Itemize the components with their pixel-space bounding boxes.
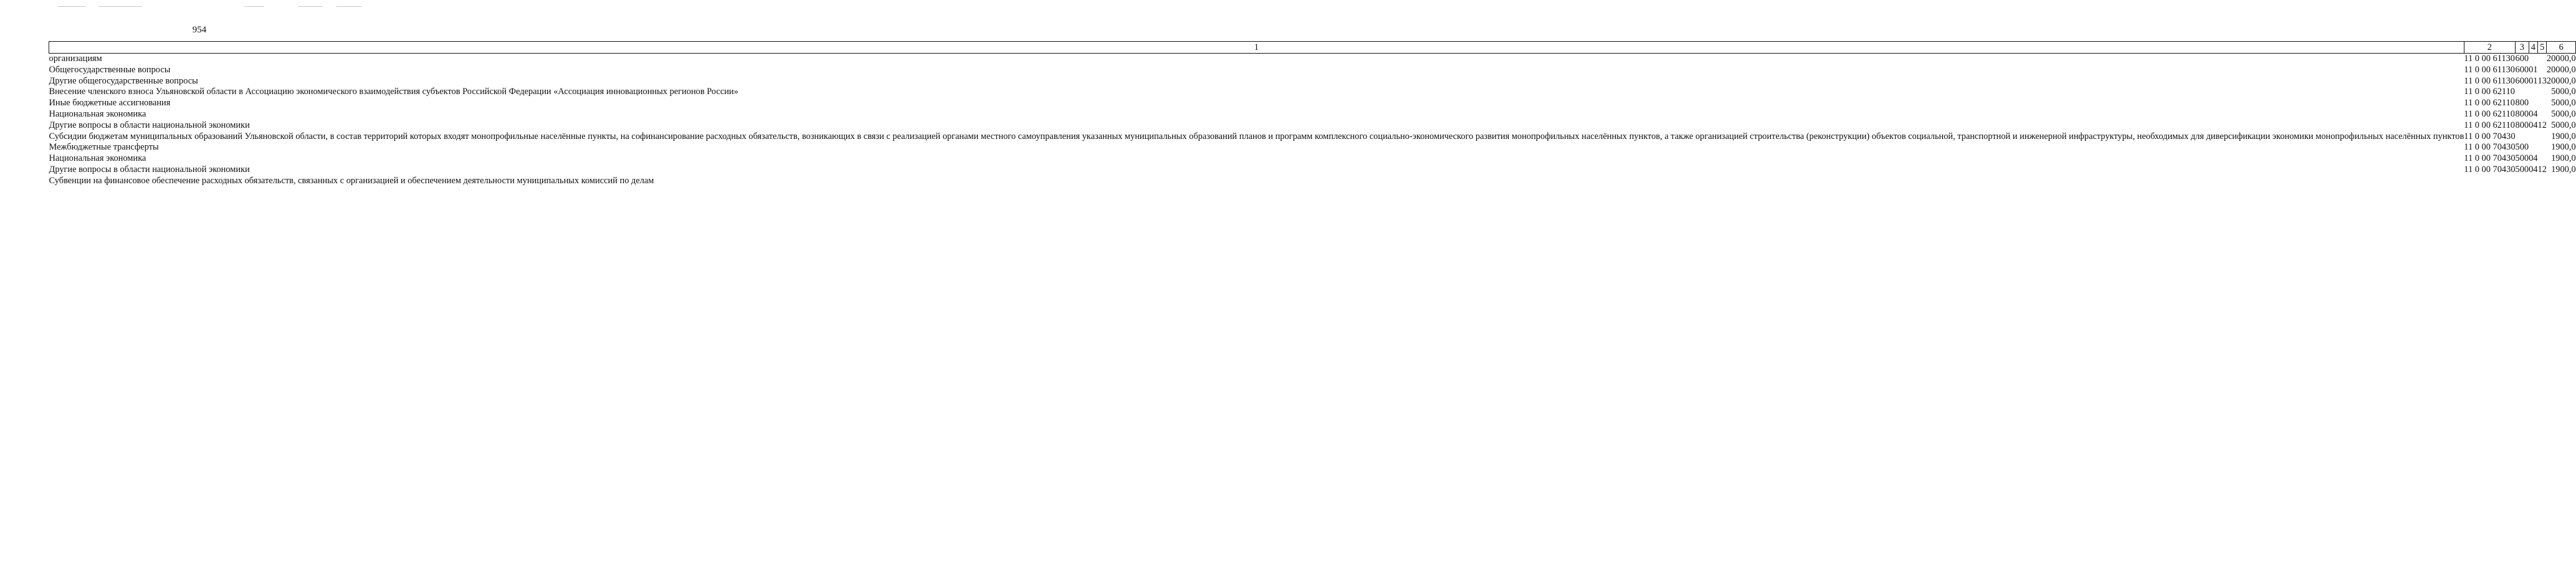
row-subsection-code: 12 [2537,164,2547,174]
row-amount: 5000,0 [2551,87,2576,97]
table-row [49,176,2576,187]
row-code: 11 0 00 61130 [2464,54,2515,64]
row-subsection-code [2538,142,2547,153]
row-section-code: 01 [2529,75,2538,86]
row-subsection-code [2538,87,2547,98]
row-name: Национальная экономика [49,153,146,164]
row-code [2464,176,2515,187]
row-code: 11 0 00 70430 [2464,131,2516,141]
row-amount [2547,176,2576,187]
row-amount: 1900,0 [2551,142,2576,153]
row-amount: 20000,0 [2546,54,2576,64]
row-amount: 1900,0 [2551,131,2576,141]
row-group-code [2516,176,2529,187]
table-row [49,76,2576,87]
row-name: Другие общегосударственные вопросы [49,75,198,86]
row-group-code: 500 [2515,142,2529,153]
row-subsection-code [2538,153,2547,165]
row-group-code: 600 [2515,64,2529,75]
row-code: 11 0 00 62110 [2464,87,2515,97]
row-code: 11 0 00 70430 [2464,142,2516,153]
row-code: 11 0 00 62110 [2464,98,2515,108]
row-name: Иные бюджетные ассигнования [49,98,171,108]
row-amount: 1900,0 [2551,164,2576,174]
table-row [49,65,2576,76]
row-subsection-code [2538,65,2547,76]
page-number: 954 [192,25,207,35]
row-name: Другие вопросы в области национальной экономики [49,120,250,130]
table-row [49,131,2576,143]
row-name: организациям [49,54,102,64]
table-row [49,87,2576,98]
row-name: Другие вопросы в области национальной экономики [49,164,250,174]
table-header-row [49,42,2576,54]
row-code: 11 0 00 70430 [2464,153,2516,164]
row-section-code [2529,142,2537,153]
column-header: 3 [2516,42,2529,54]
column-header: 1 [49,42,2464,54]
row-section-code [2529,54,2537,65]
row-group-code [2516,87,2529,98]
budget-table [49,41,2576,187]
row-section-code: 01 [2529,64,2538,75]
row-subsection-code [2538,54,2547,65]
table-row [49,54,2576,65]
table-row [49,153,2576,165]
row-name: Субвенции на финансовое обеспечение расходных обязательств, связанных с организацией и обеспечением деятельности муниципальных комиссий по делам [49,175,654,186]
row-name: Общегосударственные вопросы [49,64,171,75]
scan-artifact-line [57,6,86,7]
row-group-code: 600 [2515,75,2529,86]
row-section-code [2529,131,2537,143]
row-amount: 1900,0 [2551,153,2576,164]
table-row [49,142,2576,153]
row-subsection-code [2538,131,2547,143]
table-row [49,98,2576,109]
scan-artifact-line [98,6,142,7]
row-amount: 5000,0 [2551,108,2576,119]
row-code: 11 0 00 61130 [2464,64,2515,75]
row-group-code: 600 [2515,54,2529,64]
row-code: 11 0 00 70430 [2464,164,2516,174]
table-row [49,165,2576,176]
row-code: 11 0 00 62110 [2464,108,2515,119]
row-section-code: 04 [2529,120,2538,130]
row-subsection-code [2538,176,2547,187]
column-header: 2 [2464,42,2515,54]
row-section-code [2529,176,2537,187]
row-section-code: 04 [2529,108,2538,119]
table-row [49,109,2576,120]
row-subsection-code: 13 [2537,75,2547,86]
row-group-code: 800 [2515,108,2529,119]
row-amount: 5000,0 [2551,98,2576,108]
row-name: Межбюджетные трансферты [49,142,159,153]
row-group-code: 800 [2515,120,2529,130]
row-amount: 20000,0 [2546,64,2576,75]
row-group-code [2516,131,2529,143]
column-header: 5 [2538,42,2547,54]
row-name: Субсидии бюджетам муниципальных образований Ульяновской области, в состав территорий которых входят монопрофильные населённые пункты, на софинансирование расходных обязательств, возникающих в связи с реализацией органами местного самоуправления указанных муниципальных образований планов и программ комплексного социально-экономического развития монопрофильных населённых пунктов, а также организацией строительства (реконструкции) объектов социальной, транспортной и инженерной инфраструктуры, необходимых для диверсификации экономики монопрофильных населённых пунктов [49,131,2464,141]
row-section-code: 04 [2529,153,2538,164]
row-code: 11 0 00 61130 [2464,75,2515,86]
column-header: 4 [2529,42,2537,54]
row-code: 11 0 00 62110 [2464,120,2515,130]
row-name: Внесение членского взноса Ульяновской области в Ассоциацию экономического взаимодействия субъектов Российской Федерации «Ассоциация инновационных регионов России» [49,87,738,97]
scan-artifact-line [244,6,264,7]
row-amount: 20000,0 [2546,75,2576,86]
row-group-code: 500 [2515,164,2529,174]
scan-artifact-line [298,6,323,7]
row-group-code: 800 [2515,98,2529,108]
row-subsection-code [2538,98,2547,109]
table-row [49,120,2576,131]
column-header: 6 [2547,42,2576,54]
row-section-code: 04 [2529,164,2538,174]
row-section-code [2529,98,2537,109]
row-subsection-code: 12 [2537,120,2547,130]
scan-artifact-line [336,6,361,7]
row-amount: 5000,0 [2551,120,2576,130]
row-name: Национальная экономика [49,108,146,119]
row-section-code [2529,87,2537,98]
row-group-code: 500 [2515,153,2529,164]
row-subsection-code [2538,109,2547,120]
